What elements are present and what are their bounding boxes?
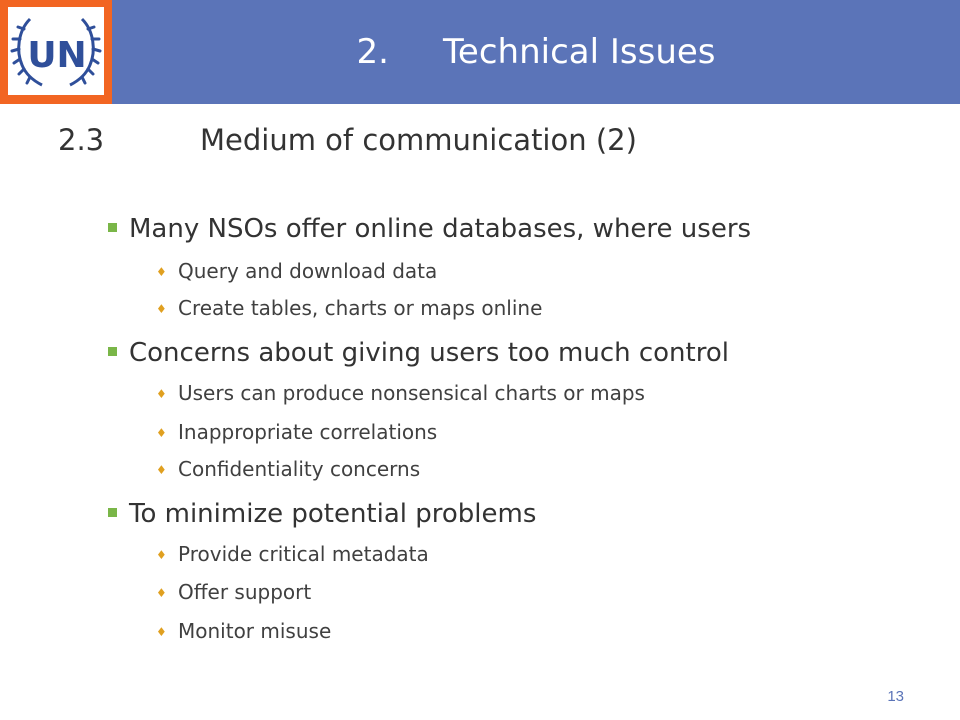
section-number: 2.3 <box>58 123 105 157</box>
slide-header <box>0 0 960 104</box>
section-heading <box>58 120 637 160</box>
sub-bullet-text: Confidentiality concerns <box>178 457 421 481</box>
sub-bullet-item <box>156 577 311 607</box>
diamond-bullet-icon: ♦ <box>156 264 167 279</box>
sub-bullet-item <box>156 454 420 484</box>
sub-bullet-item <box>156 256 437 286</box>
diamond-bullet-icon: ♦ <box>156 547 167 562</box>
sub-bullet-item <box>156 378 645 408</box>
diamond-bullet-icon: ♦ <box>156 585 167 600</box>
un-logo-text: UN <box>27 35 87 76</box>
sub-bullet-item <box>156 539 429 569</box>
square-bullet-icon <box>108 508 117 517</box>
un-logo <box>0 0 112 104</box>
un-logo-panel <box>8 7 104 95</box>
diamond-bullet-icon: ♦ <box>156 301 167 316</box>
sub-bullet-item <box>156 417 437 447</box>
sub-bullet-text: Users can produce nonsensical charts or maps <box>178 381 645 405</box>
sub-bullet-text: Create tables, charts or maps online <box>178 296 543 320</box>
bullet-item <box>108 336 729 370</box>
sub-bullet-item <box>156 293 542 323</box>
un-emblem-icon <box>8 7 104 95</box>
diamond-bullet-icon: ♦ <box>156 462 167 477</box>
diamond-bullet-icon: ♦ <box>156 386 167 401</box>
diamond-bullet-icon: ♦ <box>156 624 167 639</box>
bullet-item <box>108 212 751 246</box>
sub-bullet-text: Inappropriate correlations <box>178 420 438 444</box>
sub-bullet-text: Provide critical metadata <box>178 542 429 566</box>
section-title: Medium of communication (2) <box>200 123 637 157</box>
title-text: Technical Issues <box>442 32 716 72</box>
sub-bullet-text: Offer support <box>178 580 312 604</box>
square-bullet-icon <box>108 223 117 232</box>
bullet-text: Concerns about giving users too much control <box>129 338 729 368</box>
bullet-text: To minimize potential problems <box>129 499 537 529</box>
square-bullet-icon <box>108 347 117 356</box>
diamond-bullet-icon: ♦ <box>156 425 167 440</box>
page-number: 13 <box>887 688 904 705</box>
sub-bullet-text: Monitor misuse <box>178 619 332 643</box>
sub-bullet-text: Query and download data <box>178 259 438 283</box>
sub-bullet-item <box>156 616 331 646</box>
title-number: 2. <box>356 32 389 72</box>
bullet-item <box>108 497 536 531</box>
slide-title <box>112 0 960 104</box>
bullet-text: Many NSOs offer online databases, where users <box>129 214 752 244</box>
